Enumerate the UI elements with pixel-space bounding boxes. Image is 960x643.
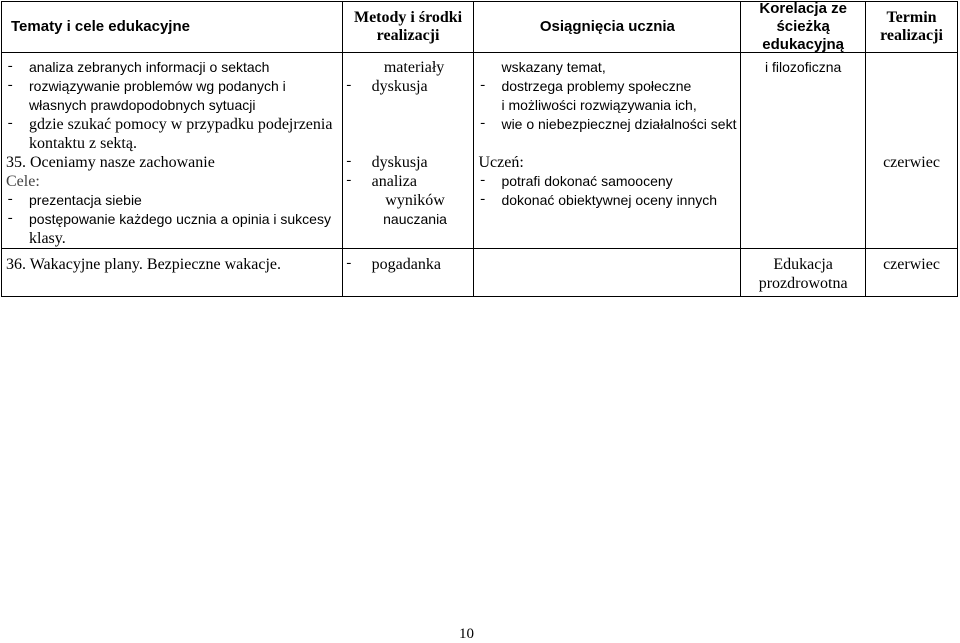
header-row: [2, 2, 958, 53]
methods-cell: [342, 249, 474, 297]
header-topics-label: Tematy i cele edukacyjne: [11, 18, 190, 35]
lesson-title: 35. Oceniamy nasze zachowanie: [6, 154, 215, 171]
dash-icon: -: [344, 154, 354, 170]
methods-cell: [342, 53, 474, 249]
topic-continuation: kontaktu z sektą.: [29, 135, 137, 152]
topics-cell: [2, 249, 343, 297]
header-achievements: [474, 2, 741, 53]
achievements-cell: [474, 249, 741, 297]
header-term-line1: Termin: [886, 9, 937, 26]
curriculum-table: [1, 1, 958, 297]
dash-icon: -: [6, 78, 15, 94]
correlation-cell: [741, 249, 866, 297]
list-item: - dokonać obiektywnej oceny innych: [478, 192, 718, 208]
dash-icon: -: [344, 78, 354, 94]
term-value: czerwiec: [883, 256, 940, 273]
achievement-continuation: i możliwości rozwiązywania ich,: [501, 97, 697, 113]
dash-icon: -: [478, 78, 487, 94]
list-item: - dyskusja: [344, 154, 428, 171]
list-item: - rozwiązywanie problemów wg podanych i: [6, 78, 286, 94]
topics-cell: [2, 53, 343, 249]
header-methods-line1: Metody i środki: [353, 9, 463, 26]
term-cell: [866, 53, 958, 249]
header-correlation-line3: edukacyjną: [762, 36, 844, 53]
list-item: - prezentacja siebie: [6, 192, 142, 208]
list-item: - gdzie szukać pomocy w przypadku podejrzenia: [6, 116, 333, 133]
header-methods-line2: realizacji: [376, 27, 440, 44]
dash-icon: -: [6, 116, 15, 132]
term-value: czerwiec: [883, 154, 940, 171]
list-item: - dostrzega problemy społeczne: [478, 78, 692, 94]
dash-icon: -: [344, 256, 354, 272]
correlation-value: prozdrowotna: [758, 275, 848, 292]
header-correlation: [741, 2, 866, 53]
term-cell: [866, 249, 958, 297]
header-achievements-label: Osiągnięcia ucznia: [539, 18, 675, 35]
dash-icon: -: [344, 173, 354, 189]
student-label: Uczeń:: [478, 154, 524, 171]
lesson-title: 36. Wakacyjne plany. Bezpieczne wakacje.: [6, 256, 282, 273]
dash-icon: -: [6, 211, 15, 227]
header-term-line2: realizacji: [880, 27, 943, 44]
header-topics: [2, 2, 343, 53]
correlation-value: Edukacja: [773, 256, 833, 273]
goals-label: Cele:: [6, 173, 40, 190]
header-correlation-line2: ścieżką: [776, 18, 830, 35]
list-item: - postępowanie każdego ucznia a opinia i sukcesy: [6, 211, 331, 227]
list-item: - wie o niebezpiecznej działalności sekt: [478, 116, 737, 132]
topic-continuation: własnych prawdopodobnych sytuacji: [29, 97, 256, 113]
list-item: - potrafi dokonać samooceny: [478, 173, 673, 189]
method-item: materiały: [383, 59, 445, 76]
achievements-cell: [474, 53, 741, 249]
header-methods: [342, 2, 474, 53]
dash-icon: -: [478, 173, 487, 189]
list-item: - dyskusja: [344, 78, 428, 95]
goal-continuation: klasy.: [29, 230, 66, 247]
header-correlation-line1: Korelacja ze: [759, 0, 847, 17]
correlation-cell: [741, 53, 866, 249]
table-row: [2, 53, 958, 249]
correlation-value: i filozoficzna: [765, 59, 842, 75]
list-item: - analiza: [344, 173, 417, 190]
dash-icon: -: [478, 116, 487, 132]
dash-icon: -: [478, 192, 487, 208]
method-continuation: nauczania: [383, 211, 447, 227]
method-continuation: wyników: [385, 192, 445, 209]
achievement-item: wskazany temat,: [501, 59, 606, 75]
list-item: - pogadanka: [344, 256, 441, 273]
table-row: [2, 249, 958, 297]
dash-icon: -: [6, 192, 15, 208]
header-term: [866, 2, 958, 53]
page-number: 10: [459, 626, 474, 642]
dash-icon: -: [6, 59, 15, 75]
list-item: - analiza zebranych informacji o sektach: [6, 59, 270, 75]
